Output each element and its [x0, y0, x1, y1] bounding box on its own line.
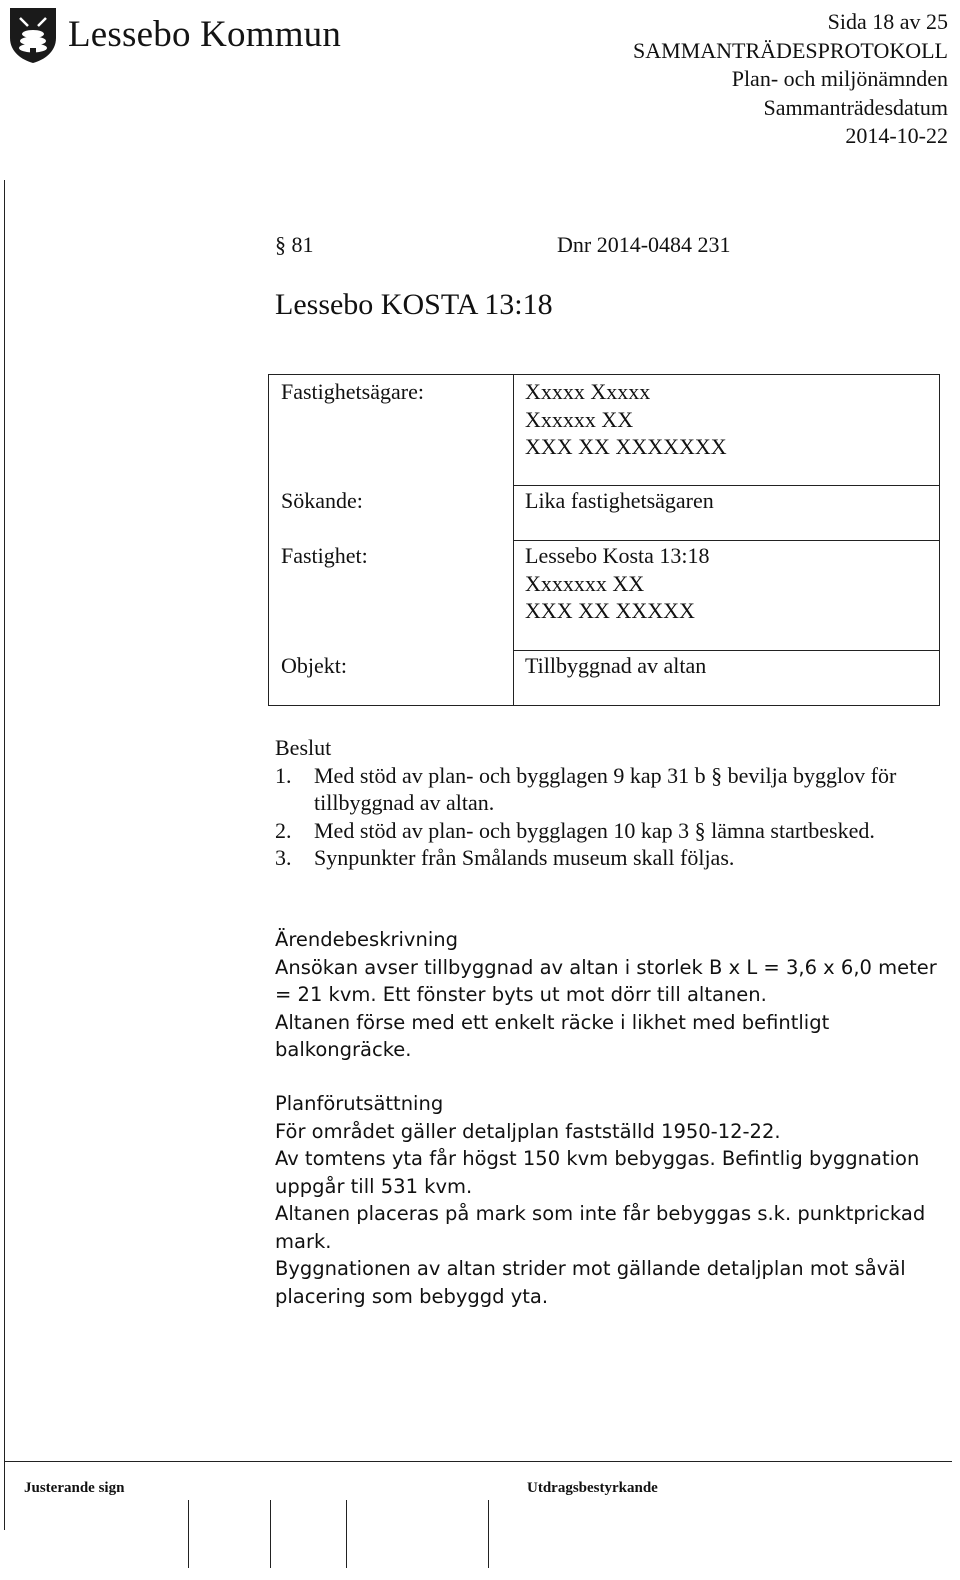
case-description-heading: Ärendebeskrivning [275, 928, 458, 951]
plan-conditions-heading: Planförutsättning [275, 1092, 444, 1115]
table-row-divider [513, 540, 939, 541]
decision-item-text: Synpunkter från Smålands museum skall följas. [314, 845, 735, 870]
left-margin-rule [4, 180, 5, 1530]
property-line: Xxxxxxx XX [525, 570, 645, 596]
owner-line: XXX XX XXXXXXX [525, 434, 727, 459]
paragraph-number: § 81 [275, 232, 314, 257]
decision-item [275, 762, 945, 817]
decision-heading: Beslut [275, 735, 332, 760]
applicant-label: Sökande: [281, 488, 363, 513]
footer-rule [4, 1461, 952, 1462]
decision-section [275, 734, 945, 872]
property-line: Lessebo Kosta 13:18 [525, 543, 710, 568]
owner-label: Fastighetsägare: [281, 379, 424, 404]
signature-box-divider [270, 1500, 271, 1568]
meeting-date: 2014-10-22 [845, 123, 948, 148]
page-number: Sida 18 av 25 [827, 9, 948, 34]
table-row-divider [513, 485, 939, 486]
decision-item [275, 817, 945, 845]
object-value: Tillbyggnad av altan [525, 653, 707, 678]
signature-box-divider [188, 1500, 189, 1568]
committee-name: Plan- och miljönämnden [731, 66, 948, 91]
plan-conditions-section [275, 1090, 945, 1310]
signature-box-divider [346, 1500, 347, 1568]
adjuster-signature-label: Justerande sign [24, 1480, 125, 1496]
decision-item-text: Med stöd av plan- och bygglagen 10 kap 3 § lämna startbesked. [314, 817, 875, 843]
extract-certification-label: Utdragsbestyrkande [527, 1480, 658, 1496]
signature-box-divider [488, 1500, 489, 1568]
owner-line: Xxxxxx XX [525, 406, 634, 432]
property-label: Fastighet: [281, 543, 368, 568]
decision-item-number: 1. [275, 762, 292, 788]
doc-type: SAMMANTRÄDESPROTOKOLL [633, 37, 948, 63]
plan-conditions-paragraph: Av tomtens yta får högst 150 kvm bebyggas. Befintlig byggnation uppgår till 531 kvm. [275, 1147, 920, 1198]
owner-line: Xxxxx Xxxxx [525, 379, 651, 404]
case-description-section [275, 926, 945, 1064]
decision-item [275, 844, 945, 872]
document-header [633, 8, 948, 151]
applicant-value: Lika fastighetsägaren [525, 488, 714, 513]
property-line: XXX XX XXXXX [525, 598, 695, 623]
case-description-paragraph: Altanen förse med ett enkelt räcke i likhet med befintligt balkongräcke. [275, 1010, 830, 1061]
plan-conditions-paragraph: Altanen placeras på mark som inte får bebyggas s.k. punktprickad mark. [275, 1202, 926, 1253]
plan-conditions-paragraph: Byggnationen av altan strider mot gällande detaljplan mot såväl placering som bebyggd yta. [275, 1257, 906, 1308]
plan-conditions-paragraph: För området gäller detaljplan fastställd 1950-12-22. [275, 1119, 781, 1143]
owner-value [525, 378, 727, 461]
diary-number: Dnr 2014-0484 231 [557, 232, 731, 257]
decision-item-number: 2. [275, 817, 292, 843]
case-description-paragraph: Ansökan avser tillbyggnad av altan i storlek B x L = 3,6 x 6,0 meter = 21 kvm. Ett fönster byts ut mot dörr till altanen. [275, 955, 937, 1006]
decision-item-text: Med stöd av plan- och bygglagen 9 kap 31 b § bevilja bygglov för tillbyggnad av altan. [314, 762, 897, 815]
date-label: Sammanträdesdatum [763, 94, 948, 120]
table-row-divider [513, 650, 939, 651]
case-title: Lessebo KOSTA 13:18 [275, 288, 553, 321]
logo-text: Lessebo Kommun [68, 13, 342, 55]
property-value [525, 542, 710, 625]
property-info-table [268, 374, 940, 706]
object-label: Objekt: [281, 653, 347, 678]
decision-item-number: 3. [275, 845, 292, 870]
municipality-logo [6, 4, 341, 64]
beehive-crest-icon [6, 4, 60, 64]
